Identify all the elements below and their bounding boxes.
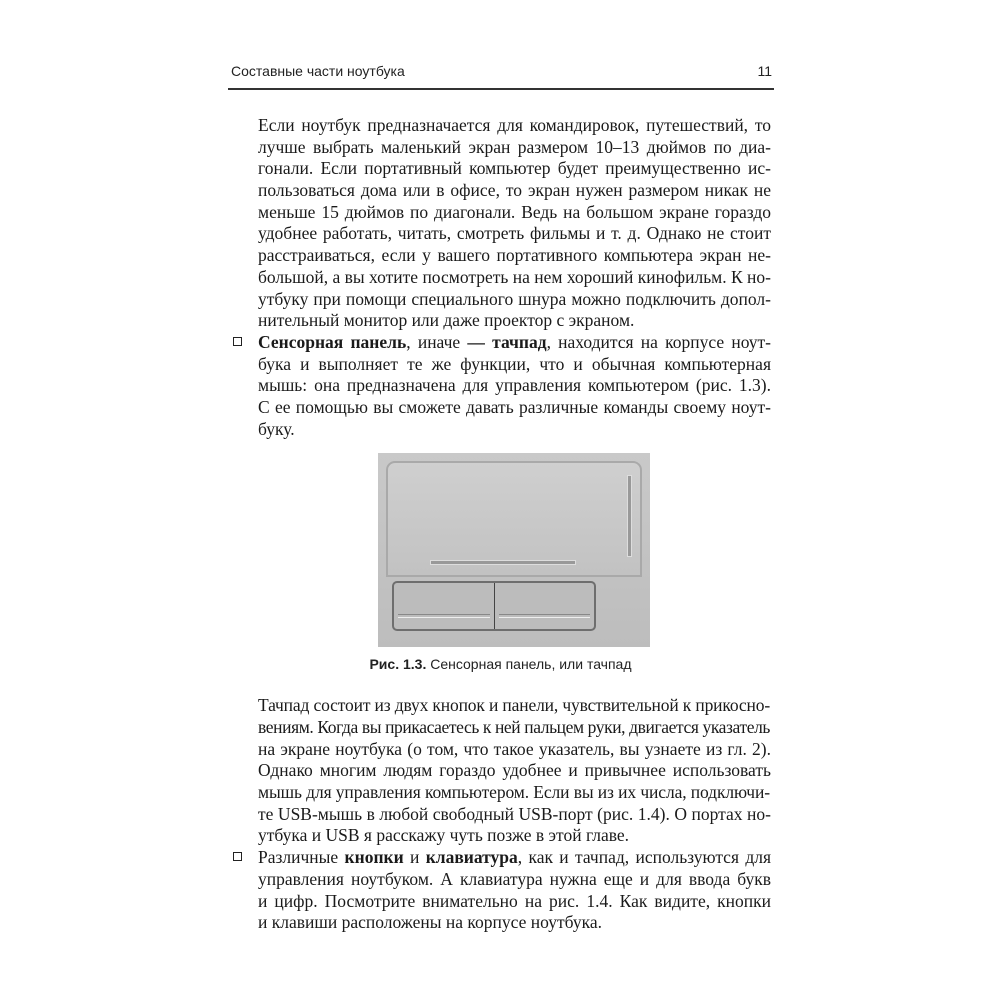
text-line (258, 717, 771, 739)
text-line (258, 695, 771, 717)
text-segment: утбука и USB я расскажу чуть позже в этой главе. (258, 825, 630, 846)
text-line (258, 267, 771, 289)
bullet-checkbox-icon (233, 852, 242, 861)
right-button (494, 583, 595, 629)
text-line (258, 115, 771, 137)
text-segment: мышь для управления компьютером. Если вы из их числа, подключи- (258, 782, 770, 803)
line-text (258, 869, 771, 889)
line-text (258, 267, 771, 287)
line-text (258, 912, 602, 932)
line-text (258, 717, 770, 737)
line-text (258, 825, 629, 845)
text-segment: гонали. Если портативный компьютер будет преимущественно ис- (258, 158, 771, 179)
text-segment: бука и выполняет те же функции, что и обычная компьютерная (258, 353, 771, 374)
text-segment: расстраиваться, если у вашего портативного компьютера экран не- (258, 245, 771, 266)
line-text (258, 180, 771, 200)
text-line (258, 912, 771, 934)
text-segment: меньше 15 дюймов по диагонали. Ведь на большом экране гораздо (258, 201, 771, 222)
text-segment: и клавиши расположены на корпусе ноутбука. (258, 912, 603, 933)
line-text (258, 289, 771, 309)
text-segment: вениям. Когда вы прикасаетесь к ней пальцем руки, двигается указатель (258, 717, 770, 737)
bold-term: клавиатура (425, 847, 518, 868)
paragraph-touchpad (258, 695, 771, 847)
line-text (258, 375, 771, 395)
text-line (258, 223, 771, 245)
text-line (258, 419, 771, 441)
line-text (258, 310, 634, 330)
text-segment: Тачпад состоит из двух кнопок и панели, чувствительной к прикосно- (258, 695, 770, 716)
chapter-title: Составные части ноутбука (231, 63, 405, 79)
text-segment: утбуку при помощи специального шнура можно подключить допол- (258, 288, 771, 309)
figure-caption (244, 655, 757, 673)
text-line (258, 804, 771, 826)
text-segment: лучше выбрать маленький экран размером 10–13 дюймов по диа- (258, 136, 771, 157)
text-segment: управления ноутбуком. А клавиатура нужна еще и для ввода букв (258, 868, 771, 889)
line-text (258, 115, 771, 135)
text-segment: Однако многим людям гораздо удобнее и привычнее использовать (258, 760, 771, 781)
bullet-checkbox-icon (233, 337, 242, 346)
bold-term: Сенсорная панель (258, 331, 407, 352)
bold-term: кнопки (344, 847, 404, 868)
bullet-touchpad (258, 332, 771, 440)
vertical-scroll-strip (627, 475, 632, 557)
text-segment: те USB-мышь в любой свободный USB-порт (рис. 1.4). О портах но- (258, 803, 771, 824)
text-line (258, 245, 771, 267)
line-text (258, 332, 771, 352)
text-line (258, 310, 771, 332)
text-segment: буку. (258, 418, 295, 439)
line-text (258, 223, 771, 243)
horizontal-scroll-strip (430, 560, 576, 565)
text-segment: , иначе (406, 331, 468, 352)
text-segment: С ее помощью вы сможете давать различные команды своему ноут- (258, 396, 771, 417)
text-line (258, 354, 771, 376)
text-segment: пользоваться дома или в офисе, то экран нужен размером никак не (258, 180, 771, 201)
text-segment: , как и тачпад, используются для (517, 847, 771, 868)
text-segment: на экране ноутбука (о том, что такое указатель, вы узнаете из гл. 2). (258, 738, 771, 759)
text-line (258, 158, 771, 180)
touchpad-figure (378, 453, 650, 647)
text-segment: и цифр. Посмотрите внимательно на рис. 1.4. Как видите, кнопки (258, 890, 771, 911)
line-text (258, 782, 770, 802)
line-text (258, 354, 771, 374)
text-segment: мышь: она предназначена для управления компьютером (рис. 1.3). (258, 375, 771, 396)
touchpad-buttons (392, 581, 596, 631)
text-line (258, 289, 771, 311)
page-body (258, 115, 771, 934)
text-line (258, 375, 771, 397)
text-line (258, 180, 771, 202)
page-number: 11 (757, 63, 772, 79)
text-segment: и (403, 847, 426, 868)
line-text (258, 397, 771, 417)
bullet-keyboard (258, 847, 771, 934)
text-line (258, 332, 771, 354)
text-line (258, 739, 771, 761)
left-button (394, 583, 494, 629)
line-text (258, 202, 771, 222)
paragraph-screen-size (258, 115, 771, 332)
figure-caption-text: Сенсорная панель, или тачпад (426, 656, 632, 673)
text-line (258, 869, 771, 891)
text-segment: нительный монитор или даже проектор с экраном. (258, 310, 635, 331)
figure-label: Рис. 1.3. (369, 656, 427, 673)
line-text (258, 891, 771, 911)
text-line (258, 782, 771, 804)
text-line (258, 397, 771, 419)
running-header (231, 63, 772, 79)
text-line (258, 825, 771, 847)
line-text (258, 137, 771, 157)
line-text (258, 739, 771, 759)
line-text (258, 847, 771, 867)
line-text (258, 419, 295, 439)
text-segment: , находится на корпусе ноут- (546, 331, 771, 352)
text-segment: большой, а вы хотите посмотреть на нем хороший кинофильм. К но- (258, 266, 771, 287)
text-line (258, 847, 771, 869)
text-line (258, 137, 771, 159)
text-line (258, 760, 771, 782)
line-text (258, 695, 770, 715)
header-rule (228, 88, 774, 90)
text-segment: Различные (258, 847, 345, 868)
text-line (258, 891, 771, 913)
bold-term: — тачпад (467, 331, 547, 352)
text-segment: удобнее работать, читать, смотреть фильмы и т. д. Однако не стоит (258, 223, 771, 244)
line-text (258, 760, 771, 780)
line-text (258, 158, 771, 178)
line-text (258, 804, 771, 824)
touchpad-surface (386, 461, 642, 577)
line-text (258, 245, 771, 265)
text-segment: Если ноутбук предназначается для командировок, путешествий, то (258, 115, 771, 135)
text-line (258, 202, 771, 224)
